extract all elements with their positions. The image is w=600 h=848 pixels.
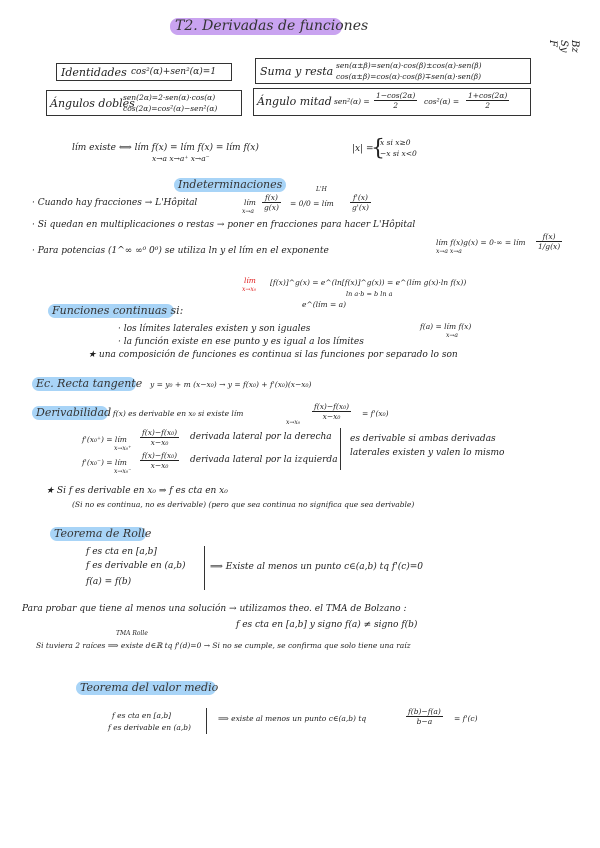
suma-label: Suma y resta bbox=[260, 65, 334, 78]
pow-expr: [f(x)]^g(x) = e^(ln[f(x)]^g(x)) = e^(lím g(x)·ln f(x)) bbox=[270, 278, 467, 287]
tvm-concl: ⟹ existe al menos un punto c∈(a,b) tq bbox=[218, 714, 367, 723]
tvm-h1: f es cta en [a,b] bbox=[112, 711, 172, 720]
dobles-formula-1: sen(2α)=2·sen(α)·cos(α) bbox=[123, 93, 216, 102]
rolle-concl: ⟹ Existe al menos un punto c∈(a,b) tq f'(c)=0 bbox=[210, 562, 424, 572]
deriv-def-num: f(x)−f(x₀) bbox=[314, 402, 350, 411]
indet-l1-lim: lím bbox=[244, 198, 256, 207]
mitad-cos-frac bbox=[466, 91, 509, 110]
indet-l1-sub: x→a bbox=[242, 208, 254, 215]
rolle-h3: f(a) = f(b) bbox=[86, 577, 132, 587]
dobles-label: Ángulos dobles bbox=[50, 97, 135, 110]
indet-l2-lim: lím f(x)g(x) = 0·∞ = lím bbox=[436, 238, 526, 247]
tvm-heading: Teorema del valor medio bbox=[80, 681, 219, 694]
cont-heading: Funciones continuas si: bbox=[52, 304, 184, 317]
mitad-cos-num: 1+cos(2α) bbox=[468, 91, 508, 100]
indet-l1-num: f(x) bbox=[262, 193, 281, 203]
indet-l1-frac bbox=[262, 193, 281, 212]
deriv-r1-sub: x→x₀⁺ bbox=[114, 445, 132, 452]
cont-line-1: · los límites laterales existen y son iguales bbox=[118, 324, 311, 334]
limit-exists-sub: x→a x→a⁺ x→a⁻ bbox=[152, 154, 210, 163]
indet-l2-num: f(x) bbox=[536, 232, 562, 242]
indet-l2-frac bbox=[536, 232, 562, 251]
suma-formula-2: cos(α±β)=cos(α)·cos(β)∓sen(α)·sen(β) bbox=[336, 72, 482, 81]
identidades-formula: cos²(α)+sen²(α)=1 bbox=[131, 67, 217, 77]
tvm-num: f(b)−f(a) bbox=[408, 707, 441, 716]
deriv-r1-frac bbox=[140, 428, 179, 447]
abs-label: |x| = bbox=[352, 144, 374, 154]
pow-sub: x→x₀ bbox=[242, 286, 257, 293]
abs-case-1: x si x≥0 bbox=[380, 138, 411, 147]
deriv-r1-text: derivada lateral por la derecha bbox=[190, 432, 332, 442]
side-note: Bz Sy F bbox=[547, 40, 580, 53]
cont-line-3: ★ una composición de funciones es continua si las funciones por separado lo son bbox=[88, 350, 458, 360]
mitad-sen-frac bbox=[374, 91, 417, 110]
mitad-sen: sen²(α) = bbox=[334, 97, 370, 106]
cont-line-1-right: f(a) = lím f(x) bbox=[420, 322, 472, 331]
deriv-star-2: (Si no es continua, no es derivable) (pero que sea continua no significa que sea derivable) bbox=[72, 500, 415, 509]
tangent-eq: y = y₀ + m (x−x₀) → y = f(x₀) + f'(x₀)(x−x₀) bbox=[150, 380, 312, 389]
dobles-formula-2: cos(2α)=cos²(α)−sen²(α) bbox=[123, 104, 218, 113]
deriv-r2: f'(x₀⁻) = lím bbox=[82, 458, 127, 467]
deriv-def: : f(x) es derivable en x₀ si existe lím bbox=[108, 409, 244, 418]
deriv-def-den: x−x₀ bbox=[322, 412, 341, 421]
abs-case-2: −x si x<0 bbox=[380, 149, 417, 158]
pow-e: e^(lím = a) bbox=[302, 300, 347, 309]
pow-ln: ln a·b = b ln a bbox=[346, 290, 393, 298]
indet-l2-sub: x→a x→a bbox=[436, 248, 462, 255]
mitad-cos-den: 2 bbox=[485, 101, 491, 110]
deriv-r2-text: derivada lateral por la izquierda bbox=[190, 455, 338, 465]
pow-lim: lím bbox=[244, 276, 256, 285]
mitad-box bbox=[253, 88, 531, 116]
tvm-frac bbox=[406, 707, 443, 726]
indet-l1-eq: = 0/0 = lím bbox=[290, 199, 334, 208]
deriv-r2-den: x−x₀ bbox=[150, 461, 169, 470]
rolle-p1b: f es cta en [a,b] y signo f(a) ≠ signo f(b) bbox=[236, 620, 418, 630]
limit-exists: lím existe ⟺ lím f(x) = lím f(x) = lím f(x) bbox=[72, 143, 259, 153]
deriv-def-frac bbox=[312, 402, 351, 421]
deriv-brace bbox=[340, 428, 345, 470]
suma-formula-1: sen(α±β)=sen(α)·cos(β)±cos(α)·sen(β) bbox=[336, 61, 482, 70]
rolle-tma: TMA Rolle bbox=[116, 630, 148, 637]
indet-line-2: · Si quedan en multiplicaciones o restas → poner en fracciones para hacer L'Hôpital bbox=[32, 220, 416, 230]
deriv-star: ★ Si f es derivable en x₀ ⇒ f es cta en x₀ bbox=[46, 486, 228, 496]
deriv-r2-sub: x→x₀⁻ bbox=[114, 468, 132, 475]
rolle-h2: f es derivable en (a,b) bbox=[86, 561, 186, 571]
deriv-r2-num: f(x)−f(x₀) bbox=[142, 451, 178, 460]
deriv-r1-den: x−x₀ bbox=[150, 438, 169, 447]
tvm-den: b−a bbox=[416, 717, 433, 726]
indet-heading: Indeterminaciones bbox=[178, 178, 283, 191]
mitad-label: Ángulo mitad bbox=[257, 95, 332, 108]
page-title: T2. Derivadas de funciones bbox=[175, 18, 369, 34]
deriv-r1: f'(x₀⁺) = lím bbox=[82, 435, 127, 444]
cont-line-2: · la función existe en ese punto y es igual a los límites bbox=[118, 337, 364, 347]
indet-l1-dnum: f'(x) bbox=[350, 193, 371, 203]
deriv-r1-num: f(x)−f(x₀) bbox=[142, 428, 178, 437]
indet-l1-den: g(x) bbox=[264, 203, 279, 212]
tvm-eq: = f'(c) bbox=[454, 714, 478, 723]
deriv-heading: Derivabilidad bbox=[36, 406, 112, 419]
deriv-def-sub: x→x₀ bbox=[286, 419, 301, 426]
tvm-brace bbox=[202, 708, 207, 734]
indet-line-1: · Cuando hay fracciones → L'Hôpital bbox=[32, 198, 198, 208]
deriv-def-eq: = f'(x₀) bbox=[362, 409, 389, 418]
tvm-h2: f es derivable en (a,b) bbox=[108, 723, 191, 732]
identidades-label: Identidades bbox=[61, 66, 127, 79]
cont-line-1-right-sub: x→a bbox=[446, 332, 458, 339]
rolle-p1: Para probar que tiene al menos una solución → utilizamos theo. el TMA de Bolzano : bbox=[22, 604, 407, 614]
rolle-p2: Si tuviera 2 raíces ⟹ existe d∈ℝ tq f'(d)=0 → Si no se cumple, se confirma que solo tiene una raíz bbox=[36, 641, 411, 650]
deriv-right-1: es derivable si ambas derivadas bbox=[350, 434, 496, 444]
identidades-box bbox=[56, 63, 232, 81]
abs-brace: { bbox=[371, 136, 385, 161]
rolle-h1: f es cta en [a,b] bbox=[86, 547, 157, 557]
suma-resta-box bbox=[255, 58, 531, 84]
rolle-heading: Teorema de Rolle bbox=[54, 527, 152, 540]
deriv-right-2: laterales existen y valen lo mismo bbox=[350, 448, 505, 458]
mitad-cos: cos²(α) = bbox=[424, 97, 460, 106]
rolle-brace bbox=[200, 546, 205, 590]
indet-l2-den: 1/g(x) bbox=[538, 242, 561, 251]
mitad-sen-den: 2 bbox=[393, 101, 399, 110]
indet-l1-lh: L'H bbox=[316, 186, 327, 193]
indet-line-3: · Para potencias (1^∞ ∞⁰ 0⁰) se utiliza ln y el lím en el exponente bbox=[32, 246, 329, 256]
indet-l1-dden: g'(x) bbox=[352, 203, 369, 212]
indet-l1-dfrac bbox=[350, 193, 371, 212]
dobles-box bbox=[46, 90, 242, 116]
mitad-sen-num: 1−cos(2α) bbox=[376, 91, 416, 100]
tangent-heading: Ec. Recta tangente bbox=[36, 377, 143, 390]
deriv-r2-frac bbox=[140, 451, 179, 470]
